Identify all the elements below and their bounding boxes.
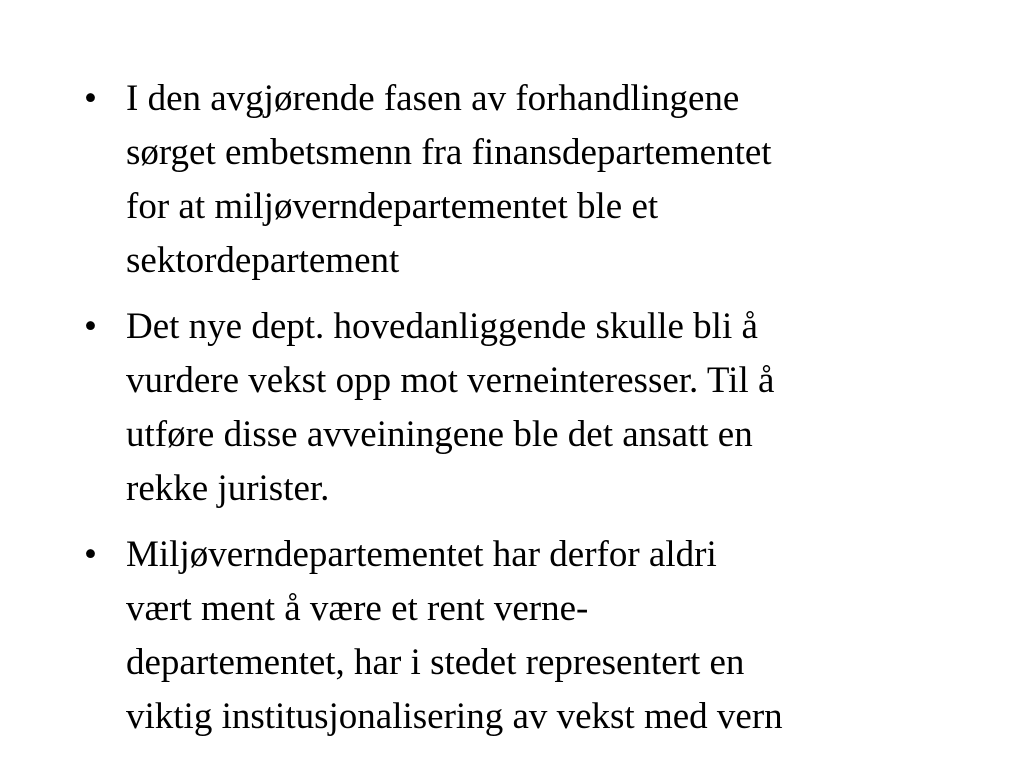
bullet-3-line-1: Miljøverndepartementet har derfor aldri <box>126 534 717 575</box>
bullet-2-line-4: rekke jurister. <box>126 468 330 509</box>
bullet-list <box>84 72 1004 756</box>
bullet-item-3 <box>84 528 1004 744</box>
bullet-item-1 <box>84 72 1004 288</box>
bullet-1-line-2: sørget embetsmenn fra finansdepartementet <box>126 132 772 173</box>
bullet-mark: • <box>84 534 97 575</box>
bullet-3-line-3: departementet, har i stedet representert en <box>126 642 745 683</box>
bullet-2-line-3: utføre disse avveiningene ble det ansatt en <box>126 414 753 455</box>
bullet-1-line-4: sektordepartement <box>126 240 400 281</box>
bullet-item-2 <box>84 300 1004 516</box>
bullet-1-line-3: for at miljøverndepartementet ble et <box>126 186 659 227</box>
bullet-mark: • <box>84 78 97 119</box>
bullet-3-line-4: viktig institusjonalisering av vekst med vern <box>126 696 783 737</box>
bullet-2-line-2: vurdere vekst opp mot verneinteresser. Til å <box>126 360 775 401</box>
bullet-2-line-1: Det nye dept. hovedanliggende skulle bli å <box>126 306 758 347</box>
bullet-mark: • <box>84 306 97 347</box>
bullet-1-line-1: I den avgjørende fasen av forhandlingene <box>126 78 740 119</box>
bullet-3-line-2: vært ment å være et rent verne- <box>126 588 589 629</box>
